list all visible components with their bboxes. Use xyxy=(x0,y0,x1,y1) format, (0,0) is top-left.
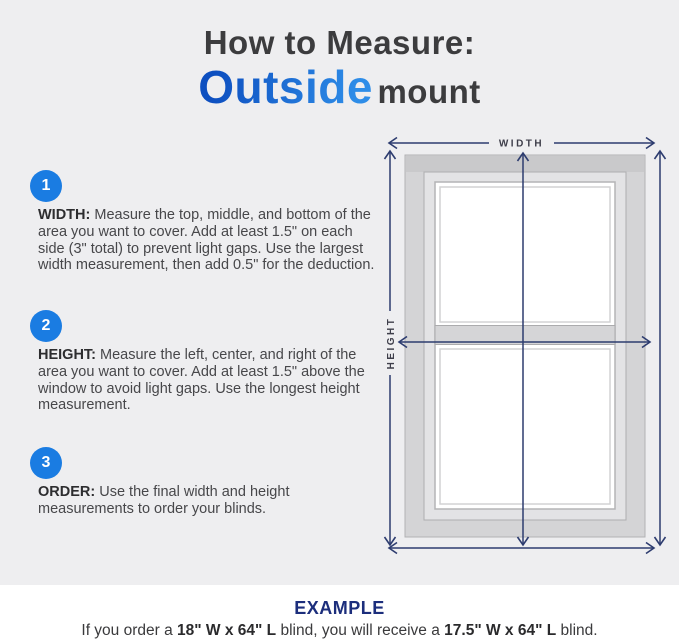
step-1-label: WIDTH: xyxy=(38,207,91,223)
window-diagram xyxy=(380,128,679,570)
title-suffix: mount xyxy=(377,73,481,110)
width-label: WIDTH xyxy=(498,138,545,150)
step-3-label: ORDER: xyxy=(38,484,96,500)
step-height xyxy=(30,310,378,414)
step-1-body: Measure the top, middle, and bottom of the area you want to cover. Add at least 1.5" on each side (3" total) to prevent light gaps. Use the largest width measurement, then add 0.5" for the deduction. xyxy=(38,207,375,274)
example-footer xyxy=(0,598,679,640)
step-1-text xyxy=(30,207,378,274)
example-ordered-size: 18" W x 64" L xyxy=(177,622,277,639)
title-line1: How to Measure: xyxy=(203,24,476,61)
title-line2 xyxy=(0,61,679,113)
window-head-band xyxy=(406,156,644,172)
example-sentence xyxy=(0,622,679,640)
window-illustration xyxy=(405,155,645,537)
step-2-text xyxy=(30,347,378,414)
example-received-size: 17.5" W x 64" L xyxy=(444,622,557,639)
step-2-label: HEIGHT: xyxy=(38,347,96,363)
step-1-badge: 1 xyxy=(30,170,62,202)
step-order xyxy=(30,447,378,518)
example-prefix: If you order a xyxy=(81,622,178,639)
step-3-text xyxy=(30,484,378,518)
height-label: HEIGHT xyxy=(386,316,397,370)
step-2-body: Measure the left, center, and right of the area you want to cover. Add at least 1.5" above the window to avoid light gaps. Use the longest height measurement. xyxy=(38,347,365,414)
example-suffix: blind. xyxy=(556,622,598,639)
step-width xyxy=(30,170,378,274)
window-sash xyxy=(435,182,615,509)
window-diagram-svg xyxy=(380,128,679,570)
example-heading: EXAMPLE xyxy=(294,598,385,618)
example-middle: blind, you will receive a xyxy=(276,622,445,639)
step-2-badge: 2 xyxy=(30,310,62,342)
step-3-badge: 3 xyxy=(30,447,62,479)
page-title xyxy=(0,24,679,113)
title-highlight: Outside xyxy=(198,61,373,113)
step-3-body: Use the final width and height measurements to order your blinds. xyxy=(38,484,290,517)
